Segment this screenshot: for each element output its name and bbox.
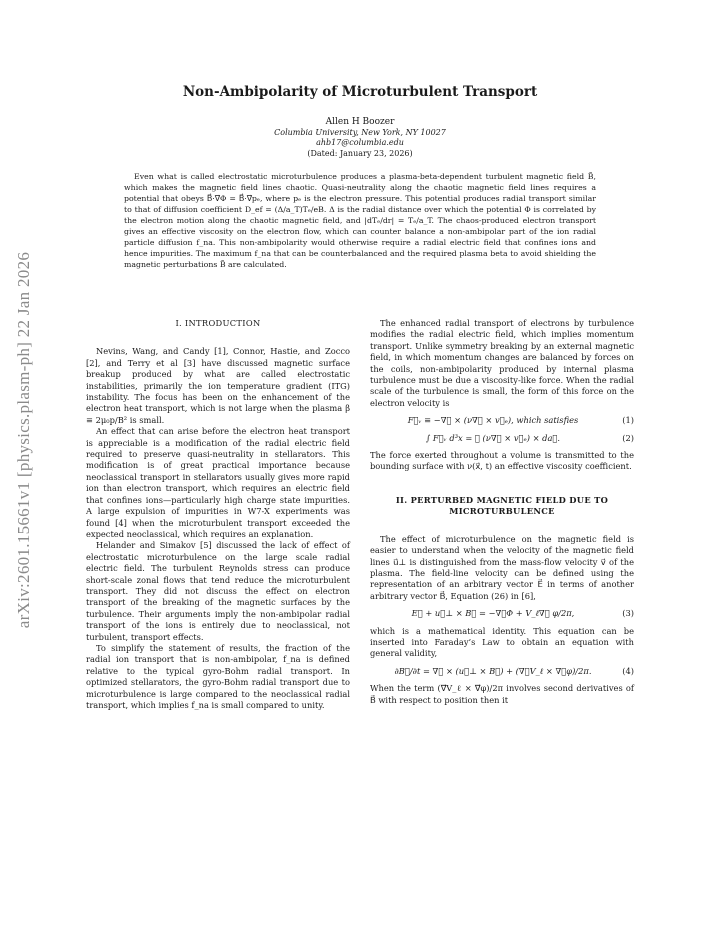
paragraph: The enhanced radial transport of electrons by turbulence modifies the radial electric field, which implies momentum transport. Unlike symmetry breaking by an external magnetic field, in which momentum changes are balanced by forces on the coils, non-ambipolarity produced by internal plasma turbulence must be due a viscosity-like force. When the radial scale of the turbulence is small, the form of this force on the electron velocity is (370, 318, 634, 408)
right-column (370, 318, 634, 706)
author-affiliation: Columbia University, New York, NY 10027 (274, 128, 446, 137)
equation-number: (1) (622, 415, 634, 426)
paragraph: The effect of microturbulence on the magnetic field is easier to understand when the velocity of the magnetic field lines u⃗⊥ is distinguished from the mass-flow velocity v⃗ of the plasma. The field-line velocity can be defined using the representation of an arbitrary vector E⃗ in terms of another arbitrary vector B⃗, Equation (26) in [6], (370, 533, 634, 601)
equation-body: ∫ F⃗ᵥ d³x = ∮ (ν∇⃗ × v⃗ₑ) × da⃗. (425, 432, 561, 443)
equation-2 (370, 433, 634, 444)
paragraph: The force exerted throughout a volume is transmitted to the bounding surface with ν(x⃗, t) an effective viscosity coefficient. (370, 450, 634, 472)
paragraph: An effect that can arise before the electron heat transport is appreciable is a modification of the radial electric field required to preserve quasi-neutrality in stellarators. This modification is of great practical importance because neoclassical transport in stellarators usually gives more rapid ion than electron transport, which requires an electric field that confines ions—particularly high charge state impurities. A large expulsion of impurities in W7-X experiments was found [4] when the microturbulent transport exceeded the expected neoclassical, which requires an explanation. (86, 426, 350, 539)
equation-body: ∂B⃗/∂t = ∇⃗ × (u⃗⊥ × B⃗) + (∇⃗V_ℓ × ∇⃗φ)/2π. (394, 665, 592, 676)
equation-body: F⃗ᵥ ≡ −∇⃗ × (ν∇⃗ × v⃗ₑ), which satisfies (407, 415, 579, 426)
arxiv-stamp-text: arXiv:2601.15661v1 [physics.plasm-ph] 22 Jan 2026 (14, 251, 34, 629)
paper-date: (Dated: January 23, 2026) (307, 149, 413, 158)
equation-number: (2) (622, 432, 634, 443)
abstract: Even what is called electrostatic microturbulence produces a plasma-beta-dependent turbulent magnetic field B̃, which makes the magnetic field lines chaotic. Quasi-neutrality along the chaotic magnetic field lines requires a potential that obeys B⃗·∇⃗Φ = B⃗·∇⃗pₑ, where pₑ is the electron pressure. This potential produces radial transport similar to that of diffusion coefficient D_ef = (Δ/a_T)Tₑ/eB. Δ is the radial distance over which the potential Φ is correlated by the electron motion along the chaotic magnetic field, and |dTₑ/dr| = Tₑ/a_T. The chaos-produced electron transport gives an effective viscosity on the electron flow, which can counter balance a non-ambipolar part of the ion radial particle diffusion f_na. This non-ambipolarity would otherwise require a radial electric field that confines ions and hence impurities. The maximum f_na that can be counterbalanced and the required plasma beta to avoid shielding the magnetic perturbations B̃ are calculated. (124, 172, 596, 269)
arxiv-stamp (14, 210, 34, 670)
paper-title: Non-Ambipolarity of Microturbulent Transport (182, 84, 538, 100)
paragraph: Helander and Simakov [5] discussed the lack of effect of electrostatic microturbulence on the large scale radial electric field. The turbulent Reynolds stress can produce short-scale zonal flows that tend reduce the microturbulent transport. They did not discuss the effect on electron transport of the breaking of the magnetic surfaces by the turbulence. Their arguments imply the non-ambipolar radial transport of the ions is entirely due to neoclassical, not turbulent, transport effects. (86, 540, 350, 642)
author-email: ahb17@columbia.edu (316, 138, 404, 147)
paragraph: To simplify the statement of results, the fraction of the radial ion transport that is non-ambipolar, f_na is defined relative to the typical gyro-Bohm radial transport. In optimized stellarators, the gyro-Bohm radial transport due to microturbulence is large compared to the neoclassical radial transport, which implies f_na is small compared to unity. (86, 642, 350, 710)
equation-number: (3) (622, 608, 634, 619)
left-column (86, 318, 350, 711)
paragraph: which is a mathematical identity. This equation can be inserted into Faraday’s Law to obtain an equation with general validity, (370, 625, 634, 659)
equation-1 (370, 415, 634, 426)
author-name: Allen H Boozer (325, 117, 395, 127)
equation-4 (370, 666, 634, 677)
paragraph: Nevins, Wang, and Candy [1], Connor, Hastie, and Zocco [2], and Terry et al [3] have discussed magnetic surface breakup produced by what are called electrostatic instabilities, primarily the ion temperature gradient (ITG) instability. The focus has been on the enhancement of the electron heat transport, which is not large when the plasma β ≡ 2μ₀p/B² is small. (86, 346, 350, 425)
equation-3 (370, 608, 634, 619)
paragraph: When the term (∇⃗V_ℓ × ∇⃗φ)/2π involves second derivatives of B⃗ with respect to position then it (370, 683, 634, 705)
paper-header (120, 84, 600, 158)
section-heading-perturbed-field: II. PERTURBED MAGNETIC FIELD DUE TO MICROTURBULENCE (395, 494, 609, 517)
equation-body: E⃗ + u⃗⊥ × B⃗ = −∇⃗Φ + V_ℓ∇⃗ φ/2π, (411, 608, 575, 619)
section-heading-introduction: I. INTRODUCTION (175, 318, 261, 328)
equation-number: (4) (622, 665, 634, 676)
